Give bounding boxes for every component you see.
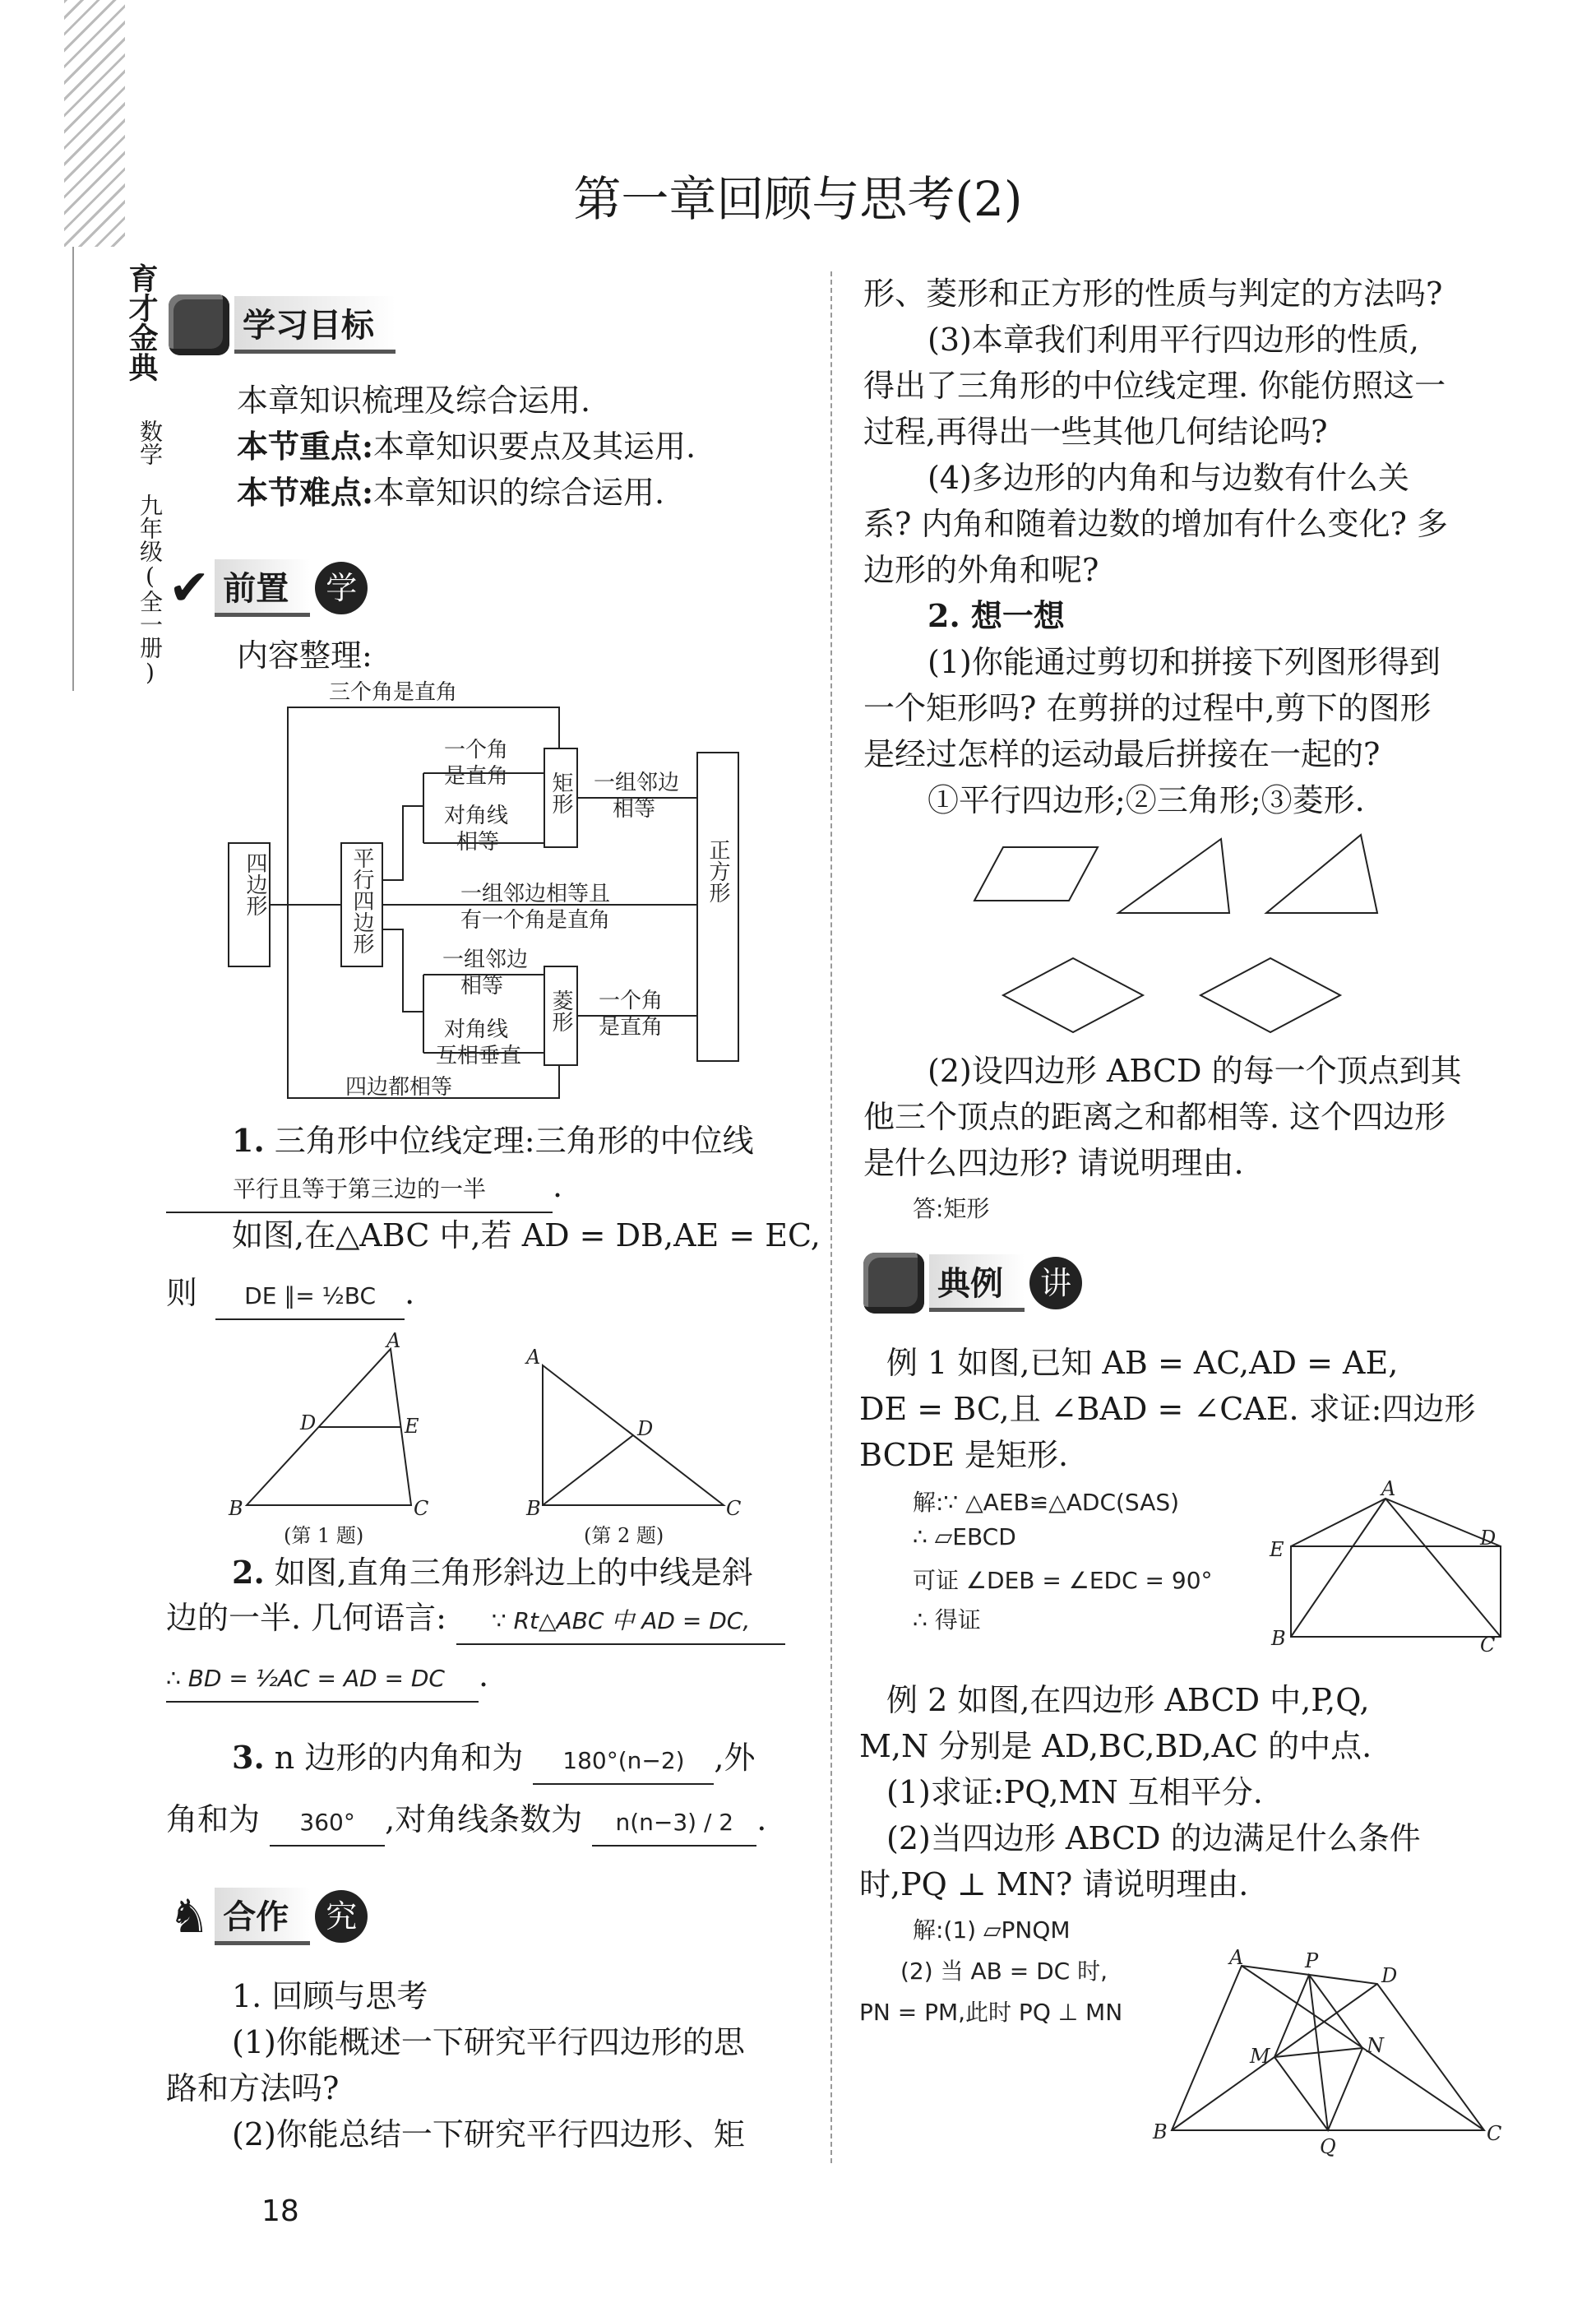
q2-answer1: ∵ Rt△ABC 中 AD = DC, <box>456 1599 785 1645</box>
diag-r2a: 一个角 <box>599 989 664 1013</box>
ex2-p5: 时,PQ ⊥ MN? 请说明理由. <box>859 1866 1249 1902</box>
coop-p4: (4)多边形的内角和与边数有什么关 <box>928 460 1409 496</box>
diag-b2a: 对角线 <box>444 804 509 828</box>
spine-brand: 育才金典 <box>124 263 159 382</box>
coop-p4b: 系? 内角和随着边数的增加有什么变化? 多 <box>863 506 1448 542</box>
goals-hard-text: 本章知识的综合运用. <box>373 475 665 511</box>
diag-rhomb: 菱形 <box>548 989 573 1032</box>
shape-rhombus-1 <box>1003 958 1143 1032</box>
ex2-B: B <box>1153 2120 1168 2143</box>
fig1-E: E <box>405 1415 419 1438</box>
fig2-median <box>543 1435 633 1505</box>
fig2-B: B <box>526 1497 541 1520</box>
goals-key-text: 本章知识要点及其运用. <box>373 429 696 465</box>
goals-key-label: 本节重点: <box>237 428 374 465</box>
ex1-C: C <box>1480 1633 1496 1657</box>
coop-t1c: 是经过怎样的运动最后拼接在一起的? <box>863 736 1381 772</box>
ex1-p2: DE = BC,且 ∠BAD = ∠CAE. 求证:四边形 <box>859 1391 1476 1427</box>
ex2-quad <box>1172 1966 1484 2130</box>
example-label: 典例 <box>929 1254 1025 1312</box>
ex1-s3: 可证 ∠DEB = ∠EDC = 90° <box>913 1567 1213 1594</box>
diag-b5b: 互相垂直 <box>436 1044 522 1068</box>
ex1-B: B <box>1271 1627 1286 1650</box>
shape-triangle-2 <box>1266 835 1377 913</box>
page-number: 18 <box>261 2194 299 2228</box>
q1-answer1: 平行且等于第三边的一半 <box>166 1167 553 1213</box>
ex2-M: M <box>1250 2045 1270 2068</box>
diag-square: 正方形 <box>705 839 730 903</box>
ex1-A: A <box>1381 1480 1396 1500</box>
coop-t1: (1)你能通过剪切和拼接下列图形得到 <box>928 644 1441 680</box>
ex1-p1: 例 1 如图,已知 AB = AC,AD = AE, <box>886 1345 1399 1381</box>
diag-b3b: 有一个角是直角 <box>460 908 611 933</box>
fig1-D: D <box>300 1411 317 1434</box>
banner-example <box>863 1250 1082 1316</box>
q2-answer2: ∴ BD = ½AC = AD = DC <box>166 1657 479 1703</box>
q2-line3: ∴ BD = ½AC = AD = DC . <box>166 1653 488 1703</box>
ex1-D: D <box>1480 1527 1497 1550</box>
ex1-s4: ∴ 得证 <box>913 1606 981 1633</box>
ex2-figure <box>1143 1941 1505 2163</box>
fig2-caption: (第 2 题) <box>584 1524 664 1547</box>
column-separator <box>830 271 832 2163</box>
diag-r1b: 相等 <box>613 797 656 822</box>
ex2-p4: (2)当四边形 ABCD 的边满足什么条件 <box>886 1820 1421 1856</box>
coop-t1d: ①平行四边形;②三角形;③菱形. <box>928 782 1365 818</box>
goals-label: 学习目标 <box>234 296 396 354</box>
q1-num: 1. <box>232 1122 265 1159</box>
q2-text <box>232 1550 753 1595</box>
ex2-A: A <box>1229 1946 1244 1969</box>
goals-line: 本章知识梳理及综合运用. <box>237 382 591 419</box>
example-badge: 讲 <box>1029 1257 1082 1309</box>
ex1-AB <box>1291 1499 1386 1637</box>
goals-hard <box>237 470 664 515</box>
check-icon: ✔ <box>169 559 210 617</box>
fig1-caption: (第 1 题) <box>284 1524 364 1547</box>
coop-t1b: 一个矩形吗? 在剪拼的过程中,剪下的图形 <box>863 690 1432 726</box>
ex2-s1: 解:(1) ▱PNQM <box>913 1916 1071 1944</box>
diag-b1b: 是直角 <box>444 764 509 789</box>
coop-badge: 究 <box>315 1890 368 1943</box>
coop-t2-answer: 答:矩形 <box>913 1195 990 1222</box>
fig2-A: A <box>526 1346 541 1369</box>
shape-rhombus-2 <box>1200 958 1340 1032</box>
q3-pre: n 边形的内角和为 <box>274 1740 524 1776</box>
goals-hard-label: 本节难点: <box>237 474 374 511</box>
cube-icon <box>169 294 229 355</box>
diag-rect: 矩形 <box>548 772 573 814</box>
ex1-s2: ∴ ▱EBCD <box>913 1523 1016 1550</box>
diag-b4a: 一组邻边 <box>442 948 529 972</box>
q1-then-line: 则 DE ∥= ½BC . <box>166 1271 414 1320</box>
coop-p3b: 得出了三角形的中位线定理. 你能仿照这一 <box>863 368 1446 404</box>
coop-t2b: 他三个顶点的距离之和都相等. 这个四边形 <box>863 1099 1446 1135</box>
diag-b4b: 相等 <box>460 974 504 999</box>
shape-parallelogram <box>974 847 1098 901</box>
ex2-s2: (2) 当 AB = DC 时, <box>900 1958 1108 1985</box>
coop-p2b: 形、菱形和正方形的性质与判定的方法吗? <box>863 276 1443 312</box>
banner-pre <box>169 555 368 621</box>
cube-icon-2 <box>863 1253 924 1314</box>
ex1-p3: BCDE 是矩形. <box>859 1437 1069 1473</box>
ex2-p1: 例 2 如图,在四边形 ABCD 中,P,Q, <box>886 1682 1370 1718</box>
diag-r2b: 是直角 <box>599 1015 664 1040</box>
diag-b5a: 对角线 <box>444 1017 509 1042</box>
diag-quad: 四边形 <box>243 852 267 916</box>
page-title: 第一章回顾与思考(2) <box>573 171 1023 227</box>
ex2-Q: Q <box>1320 2135 1336 2158</box>
q1-answer-line: 平行且等于第三边的一半 . <box>166 1164 562 1213</box>
q3-line1 <box>232 1735 756 1785</box>
coop-h1: 1. 回顾与思考 <box>232 1978 428 2014</box>
q2-num: 2. <box>232 1554 265 1591</box>
cut-shapes <box>962 831 1480 1053</box>
fig2-D: D <box>637 1417 654 1440</box>
q1-text2: 如图,在△ABC 中,若 AD = DB,AE = EC, <box>232 1217 821 1253</box>
fig1-C: C <box>414 1497 429 1520</box>
q1-stem: 三角形中位线定理:三角形的中位线 <box>274 1123 754 1159</box>
ex1-s1: 解:∵ △AEB≌△ADC(SAS) <box>913 1489 1180 1516</box>
diag-r1a: 一组邻边 <box>594 771 680 795</box>
coop-p3: (3)本章我们利用平行四边形的性质, <box>928 322 1419 358</box>
coop-label: 合作 <box>215 1888 310 1945</box>
q1-answer2: DE ∥= ½BC <box>215 1274 405 1320</box>
ex2-s3: PN = PM,此时 PQ ⊥ MN <box>859 1999 1123 2026</box>
q3-mid: ,外 <box>714 1740 756 1776</box>
ex2-P: P <box>1305 1949 1319 1972</box>
q3-ans3: n(n−3) / 2 <box>592 1800 756 1847</box>
q3-ans1: 180°(n−2) <box>533 1739 714 1785</box>
spine-line <box>72 247 74 691</box>
coop-t2: (2)设四边形 ABCD 的每一个顶点到其 <box>928 1053 1462 1089</box>
diag-b3a: 一组邻边相等且 <box>460 882 611 906</box>
diag-b2b: 相等 <box>456 830 500 855</box>
line-to-rhomb <box>382 929 423 1012</box>
q2-line2 <box>166 1596 785 1645</box>
ex1-E: E <box>1270 1538 1284 1561</box>
coop-t2c: 是什么四边形? 请说明理由. <box>863 1145 1244 1181</box>
q3-ans2: 360° <box>270 1800 385 1847</box>
pre-badge: 学 <box>315 562 368 614</box>
ex2-D: D <box>1381 1964 1398 1987</box>
fig2-C: C <box>726 1497 742 1520</box>
coop-p2: (2)你能总结一下研究平行四边形、矩 <box>232 2116 745 2152</box>
ex2-p3: (1)求证:PQ,MN 互相平分. <box>886 1774 1263 1810</box>
diag-bottom: 四边都相等 <box>345 1075 453 1100</box>
banner-coop <box>169 1884 368 1949</box>
coop-h2: 2. 想一想 <box>928 597 1065 634</box>
fig1-A: A <box>386 1332 401 1352</box>
ex1-figure <box>1258 1480 1505 1661</box>
diag-top: 三个角是直角 <box>329 680 458 705</box>
diag-para: 平行四边形 <box>349 847 374 954</box>
fig1-B: B <box>229 1497 243 1520</box>
coop-p3c: 过程,再得出一些其他几何结论吗? <box>863 414 1328 450</box>
ex2-p2: M,N 分别是 AD,BC,BD,AC 的中点. <box>859 1728 1372 1764</box>
q2-stem: 如图,直角三角形斜边上的中线是斜 <box>274 1555 753 1591</box>
person-icon: ♞ <box>169 1889 210 1944</box>
coop-p4c: 边形的外角和呢? <box>863 552 1099 588</box>
q3-mid2: ,对角线条数为 <box>385 1801 583 1837</box>
spine-grade: 九年级(全一册) <box>136 494 164 686</box>
banner-goals <box>169 292 396 358</box>
q3-pre2: 角和为 <box>166 1801 261 1837</box>
ex1-AC <box>1386 1499 1501 1637</box>
coop-p1: (1)你能概述一下研究平行四边形的思 <box>232 2024 745 2060</box>
ex2-C: C <box>1487 2122 1502 2145</box>
diag-b1a: 一个角 <box>444 738 509 762</box>
q1-then: 则 <box>166 1275 198 1311</box>
spine-subject: 数学 <box>136 419 164 466</box>
ex2-N: N <box>1367 2034 1384 2057</box>
goals-key <box>237 424 696 469</box>
box-square <box>697 753 738 1061</box>
figures-q1-q2 <box>222 1332 765 1563</box>
pre-intro: 内容整理: <box>237 637 372 674</box>
line-to-rect <box>382 806 423 880</box>
pre-label: 前置 <box>215 559 310 617</box>
q3-num: 3. <box>232 1739 265 1776</box>
coop-p1b: 路和方法吗? <box>166 2070 340 2106</box>
classification-diagram <box>222 674 765 1119</box>
shape-triangle-1 <box>1118 839 1229 913</box>
ex1-top-lines <box>1291 1499 1501 1546</box>
q3-line2: 角和为 360° ,对角线条数为 n(n−3) / 2 . <box>166 1797 766 1847</box>
q2-text2: 边的一半. 几何语言: <box>166 1600 446 1636</box>
q1-text <box>232 1119 754 1163</box>
